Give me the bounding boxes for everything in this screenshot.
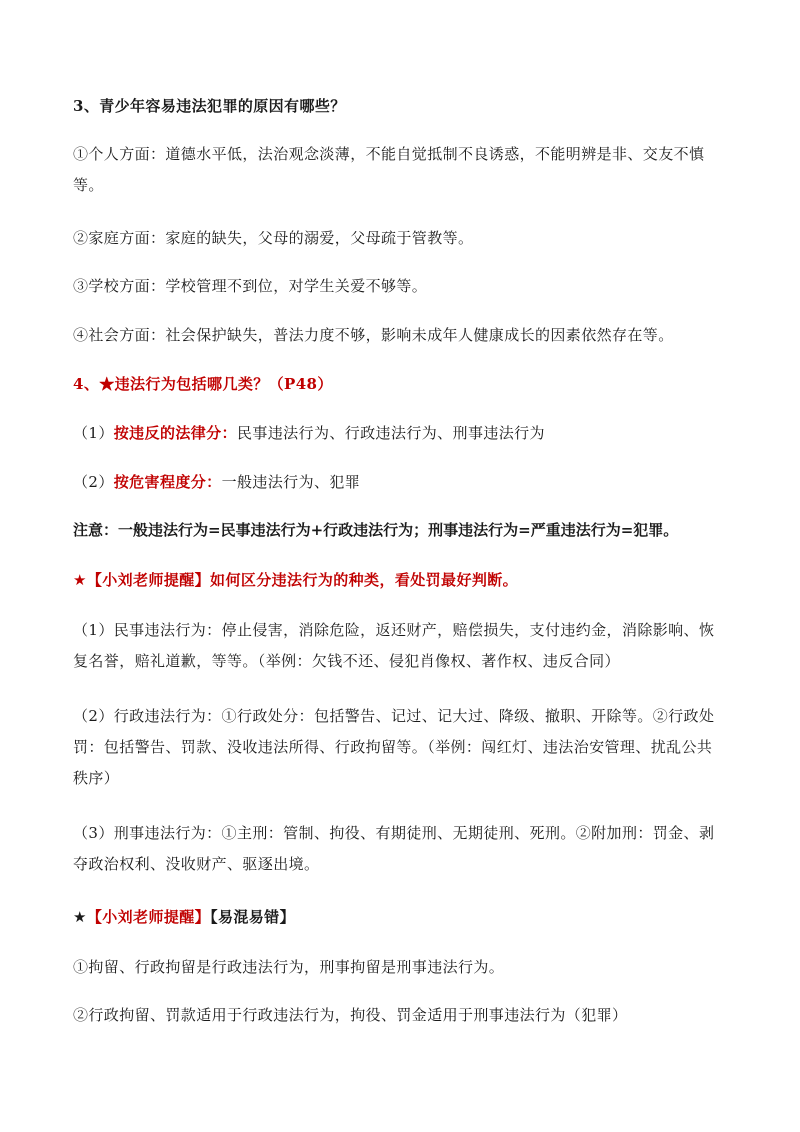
q4-heading: 4、★违法行为包括哪几类？（P48）	[73, 375, 333, 393]
tip1-criminal-violation: （3）刑事违法行为：①主刑：管制、拘役、有期徒刑、无期徒刑、死刑。②附加刑：罚金、剥夺政治权利、没收财产、驱逐出境。	[73, 824, 715, 873]
tip1-heading	[73, 565, 518, 596]
tip2-heading-red: 【小刘老师提醒】	[86, 908, 211, 926]
q3-heading: 3、青少年容易违法犯罪的原因有哪些？	[73, 97, 346, 115]
star-icon: ★	[73, 571, 87, 589]
tip1-civil-violation: （1）民事违法行为：停止侵害，消除危险，返还财产，赔偿损失，支付违约金，消除影响、恢复名誉，赔礼道歉，等等。（举例：欠钱不还、侵犯肖像权、著作权、违反合同）	[73, 621, 715, 670]
tip2-heading	[73, 902, 295, 933]
q3-item-society: ④社会方面：社会保护缺失，普法力度不够，影响未成年人健康成长的因素依然存在等。	[73, 326, 674, 344]
q4-class1-label: 按违反的法律分：	[113, 424, 237, 442]
q4-class1-prefix: （1）	[73, 424, 114, 442]
q3-item-personal: ①个人方面：道德水平低，法治观念淡薄，不能自觉抵制不良诱惑，不能明辨是非、交友不慎等。	[73, 145, 705, 194]
q3-item-school: ③学校方面：学校管理不到位，对学生关爱不够等。	[73, 277, 428, 295]
q4-class2-text: 一般违法行为、犯罪	[221, 473, 361, 491]
tip2-item-penalty: ②行政拘留、罚款适用于行政违法行为，拘役、罚金适用于刑事违法行为（犯罪）	[73, 1006, 628, 1024]
q4-note: 注意：一般违法行为=民事违法行为+行政违法行为；刑事违法行为=严重违法行为=犯罪。	[73, 521, 679, 539]
q4-class-by-law	[73, 418, 545, 449]
q4-class1-text: 民事违法行为、行政违法行为、刑事违法行为	[236, 424, 545, 442]
star-icon: ★	[73, 908, 87, 926]
tip2-heading-black: 【易混易错】	[210, 908, 295, 926]
tip1-administrative-violation: （2）行政违法行为：①行政处分：包括警告、记过、记大过、降级、撤职、开除等。②行政处罚：包括警告、罚款、没收违法所得、行政拘留等。（举例：闯红灯、违法治安管理、扰乱公共秩序）	[73, 707, 715, 787]
q4-class-by-harm	[73, 467, 360, 498]
tip2-item-detention: ①拘留、行政拘留是行政违法行为，刑事拘留是刑事违法行为。	[73, 958, 505, 976]
q4-class2-label: 按危害程度分：	[113, 473, 222, 491]
q4-class2-prefix: （2）	[73, 473, 114, 491]
q3-item-family: ②家庭方面：家庭的缺失，父母的溺爱，父母疏于管教等。	[73, 229, 474, 247]
tip1-heading-text: 【小刘老师提醒】如何区分违法行为的种类，看处罚最好判断。	[86, 571, 519, 589]
